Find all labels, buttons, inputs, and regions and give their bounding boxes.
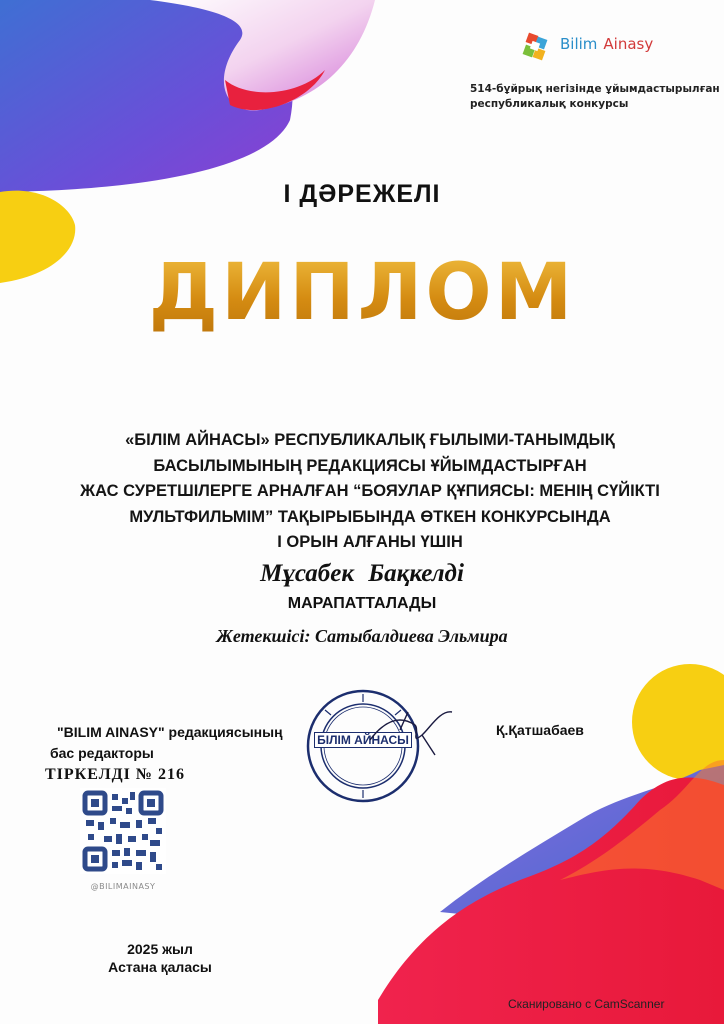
editor-title-line-2: бас редакторы: [50, 745, 154, 761]
award-text-line: БАСЫЛЫМЫНЫҢ РЕДАКЦИЯСЫ ҰЙЫМДАСТЫРҒАН: [153, 456, 587, 475]
award-text-line: ЖАС СУРЕТШІЛЕРГЕ АРНАЛҒАН “БОЯУЛАР ҚҰПИЯСЫ: МЕНІҢ СҮЙІКТІ: [80, 482, 660, 500]
degree-heading: І ДӘРЕЖЕЛІ: [283, 180, 441, 208]
logo-mark-icon: [520, 32, 550, 62]
award-description: [70, 428, 670, 556]
registration-number: ТІРКЕЛДІ № 216: [45, 766, 185, 783]
award-text-line: «БІЛІМ АЙНАСЫ» РЕСПУБЛИКАЛЫҚ ҒЫЛЫМИ-ТАНЫМДЫҚ: [125, 431, 615, 449]
qr-handle: @BILIMAINASY: [90, 882, 156, 891]
diploma-title: ДИПЛОМ: [0, 238, 724, 348]
signer-name: Қ.Қатшабаев: [496, 722, 584, 738]
issue-year: 2025 жыл: [127, 941, 193, 957]
signature-mark: [360, 700, 460, 760]
editor-title-line-1: "BILIM AINASY" редакциясының: [57, 724, 283, 740]
recipient-name: Мұсабек Бақкелді: [260, 560, 464, 587]
award-text-line: І ОРЫН АЛҒАНЫ ҮШІН: [277, 533, 463, 551]
scanner-watermark: Сканировано с CamScanner: [508, 997, 665, 1011]
order-note: [470, 82, 720, 112]
awarded-label: МАРАПАТТАЛАДЫ: [287, 595, 437, 612]
issue-city: Астана қаласы: [108, 959, 212, 975]
order-line-1: 514-бұйрық негізінде ұйымдастырылған: [470, 83, 720, 95]
logo-name-part1: Bilim: [560, 35, 598, 53]
qr-code-icon: [80, 788, 166, 874]
order-line-2: республикалық конкурсы: [470, 98, 629, 110]
stamp-text: БІЛІМ АЙНАСЫ: [314, 732, 412, 748]
logo-name-part2: Ainasy: [603, 35, 654, 53]
bottom-right-yellow-circle: [632, 664, 724, 780]
issue-place-date: [60, 940, 260, 976]
bilim-ainasy-logo: [520, 30, 710, 64]
supervisor-line: Жетекшісі: Сатыбалдиева Эльмира: [216, 626, 508, 646]
award-text-line: МУЛЬТФИЛЬМІМ” ТАҚЫРЫБЫНДА ӨТКЕН КОНКУРСЫНДА: [129, 507, 611, 526]
